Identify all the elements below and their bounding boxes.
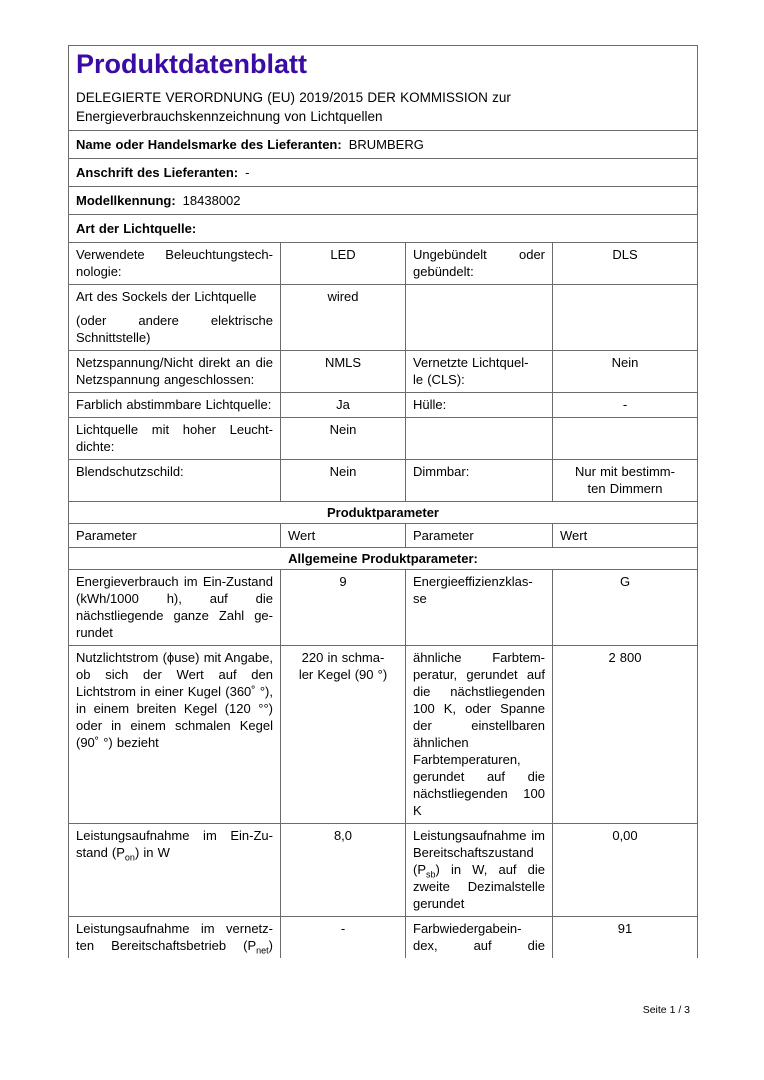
- value-cell: 8,0: [281, 824, 406, 917]
- value-cell: -: [281, 917, 406, 959]
- value-cell: Nein: [281, 418, 406, 460]
- table-row: [69, 187, 698, 215]
- value-cell: NMLS: [281, 351, 406, 393]
- param-cell: Blendschutzschild:: [69, 460, 281, 502]
- param-cell: Leistungsaufnahme im Bereitschaftszustand $(P_{sb})$ in W, auf die zweite Dezimalstelle gerundet: [406, 824, 553, 917]
- value-cell: G: [553, 570, 698, 646]
- value-cell: 2 800: [553, 646, 698, 824]
- param-cell: [406, 418, 553, 460]
- value-cell: Nein: [553, 351, 698, 393]
- param-cell: Ungebündelt oder gebündelt:: [406, 243, 553, 285]
- table-row: [69, 243, 698, 285]
- value-cell: 91: [553, 917, 698, 959]
- value-cell: 220 in schma- ler Kegel (90 °): [281, 646, 406, 824]
- param-cell: Leistungsaufnahme im Ein-Zustand $(P_{on})$ in W: [69, 824, 281, 917]
- column-header-row: [69, 524, 698, 548]
- subsection-header-row: [69, 548, 698, 570]
- field-value: 18438002: [182, 193, 241, 208]
- section-header-row: [69, 502, 698, 524]
- value-cell: 9: [281, 570, 406, 646]
- field-label: Anschrift des Lieferanten:: [76, 165, 239, 180]
- table-row: [69, 418, 698, 460]
- value-cell: Ja: [281, 393, 406, 418]
- table-row-truncated: [69, 917, 698, 959]
- table-row: [69, 285, 698, 351]
- page-number: Seite 1 / 3: [642, 1004, 690, 1016]
- value-cell: 0,00: [553, 824, 698, 917]
- field-value: BRUMBERG: [348, 137, 424, 152]
- param-cell: Art des Sockels der Lichtquelle (oder andere elektrische Schnittstelle): [69, 285, 281, 351]
- page-subtitle-line2: Energieverbrauchskennzeichnung von Lichtquellen: [76, 109, 383, 124]
- table-row: [69, 646, 698, 824]
- table-row: [69, 460, 698, 502]
- value-cell: Nein: [281, 460, 406, 502]
- value-cell: DLS: [553, 243, 698, 285]
- param-cell: Verwendete Beleuchtungstechnologie:: [69, 243, 281, 285]
- column-header: Parameter: [69, 524, 281, 548]
- supplier-address-cell: [69, 159, 698, 187]
- param-cell: Energieeffizienzklas- se: [406, 570, 553, 646]
- value-cell: LED: [281, 243, 406, 285]
- field-label: Art der Lichtquelle:: [76, 221, 197, 236]
- param-cell: Farbwiedergabein- dex, auf die: [406, 917, 553, 959]
- param-cell: [406, 285, 553, 351]
- document-header-cell: [69, 46, 698, 131]
- value-cell: [553, 285, 698, 351]
- value-cell: wired: [281, 285, 406, 351]
- value-cell: -: [553, 393, 698, 418]
- table-row: [69, 393, 698, 418]
- param-cell: ähnliche Farbtemperatur, gerundet auf die nächstliegenden 100 K, oder Spanne der einstellbaren ähnlichen Farbtemperaturen, gerundet auf die nächstliegenden 100 K: [406, 646, 553, 824]
- table-row: [69, 351, 698, 393]
- param-cell: Lichtquelle mit hoher Leuchtdichte:: [69, 418, 281, 460]
- param-cell: Netzspannung/Nicht direkt an die Netzspannung angeschlossen:: [69, 351, 281, 393]
- param-cell: Hülle:: [406, 393, 553, 418]
- subsection-title: Allgemeine Produktparameter:: [69, 548, 698, 570]
- value-cell: [553, 418, 698, 460]
- table-row: [69, 131, 698, 159]
- table-row: [69, 159, 698, 187]
- table-row: [69, 824, 698, 917]
- param-cell: Dimmbar:: [406, 460, 553, 502]
- field-label: Name oder Handelsmarke des Lieferanten:: [76, 137, 342, 152]
- param-cell: Farblich abstimmbare Lichtquelle:: [69, 393, 281, 418]
- param-cell: Nutzlichtstrom (ϕuse) mit Angabe, ob sich der Wert auf den Lichtstrom in einer Kugel (360˚ °), in einem breiten Kegel (120 °°) oder in einem schmalen Kegel (90˚ °) bezieht: [69, 646, 281, 824]
- param-cell: Energieverbrauch im Ein-Zustand (kWh/1000 h), auf die nächstliegende ganze Zahl gerundet: [69, 570, 281, 646]
- column-header: Wert: [553, 524, 698, 548]
- model-id-cell: [69, 187, 698, 215]
- light-source-type-cell: [69, 215, 698, 243]
- section-title: Produktparameter: [69, 502, 698, 524]
- table-row: [69, 570, 698, 646]
- page-title: Produktdatenblatt: [76, 49, 308, 79]
- field-label: Modellkennung:: [76, 193, 176, 208]
- header-row: [69, 46, 698, 131]
- datasheet-table: [68, 45, 698, 958]
- supplier-name-cell: [69, 131, 698, 159]
- value-cell: Nur mit bestimm- ten Dimmern: [553, 460, 698, 502]
- column-header: Parameter: [406, 524, 553, 548]
- column-header: Wert: [281, 524, 406, 548]
- param-cell: Leistungsaufnahme im vernetz- ten Bereitschaftsbetrieb $(P_{net})$: [69, 917, 281, 959]
- table-row: [69, 215, 698, 243]
- page-subtitle-line1: DELEGIERTE VERORDNUNG (EU) 2019/2015 DER KOMMISSION zur: [76, 90, 511, 105]
- param-cell: Vernetzte Lichtquel- le (CLS):: [406, 351, 553, 393]
- field-value: -: [245, 165, 250, 180]
